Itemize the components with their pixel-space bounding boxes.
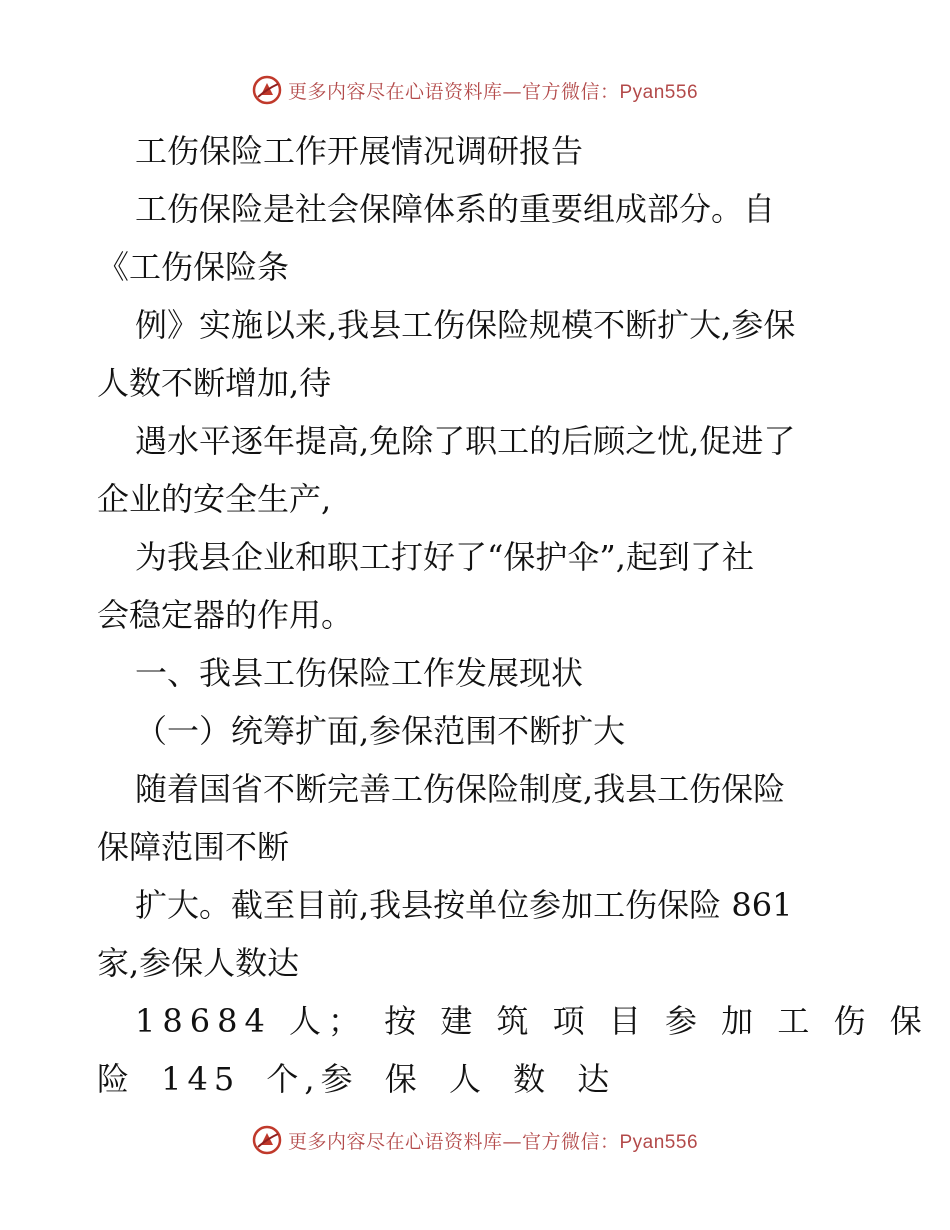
paragraph-line: 扩大。截至目前,我县按单位参加工伤保险 861 (135, 886, 793, 924)
logo-icon (252, 75, 282, 105)
paragraph-line: 遇水平逐年提高,免除了职工的后顾之忧,促进了 (135, 422, 796, 460)
watermark-handle: Pyan556 (619, 81, 699, 103)
document-body (97, 122, 929, 1108)
footer-watermark-banner (0, 1120, 950, 1160)
watermark-text: 更多内容尽在心语资料库—官方微信：Pyan556 (287, 80, 699, 103)
paragraph-line: 人数不断增加,待 (97, 364, 332, 402)
header-watermark-banner (0, 70, 950, 110)
paragraph-line: 保障范围不断 (97, 828, 290, 866)
logo-icon (252, 1125, 282, 1155)
paragraph-line: 家,参保人数达 (97, 944, 300, 982)
paragraph-line: 企业的安全生产, (97, 480, 332, 518)
paragraph-line: 工伤保险是社会保障体系的重要组成部分。自 (135, 190, 776, 228)
document-title: 工伤保险工作开展情况调研报告 (135, 132, 584, 170)
paragraph-line: 《工伤保险条 (97, 248, 290, 286)
paragraph-line: 险 145 个,参 保 人 数 达 (97, 1060, 616, 1098)
watermark-text: 更多内容尽在心语资料库—官方微信：Pyan556 (287, 1130, 699, 1153)
paragraph-line: 为我县企业和职工打好了“保护伞”,起到了社 (135, 538, 754, 576)
paragraph-line: 会稳定器的作用。 (97, 596, 354, 634)
paragraph-line: 随着国省不断完善工伤保险制度,我县工伤保险 (135, 770, 786, 808)
subsection-heading: （一）统筹扩面,参保范围不断扩大 (135, 712, 626, 750)
paragraph-line: 例》实施以来,我县工伤保险规模不断扩大,参保 (135, 306, 796, 344)
paragraph-line: 18684 人； 按 建 筑 项 目 参 加 工 伤 保 (135, 1002, 929, 1040)
watermark-handle: Pyan556 (619, 1131, 699, 1153)
section-heading: 一、我县工伤保险工作发展现状 (135, 654, 584, 692)
